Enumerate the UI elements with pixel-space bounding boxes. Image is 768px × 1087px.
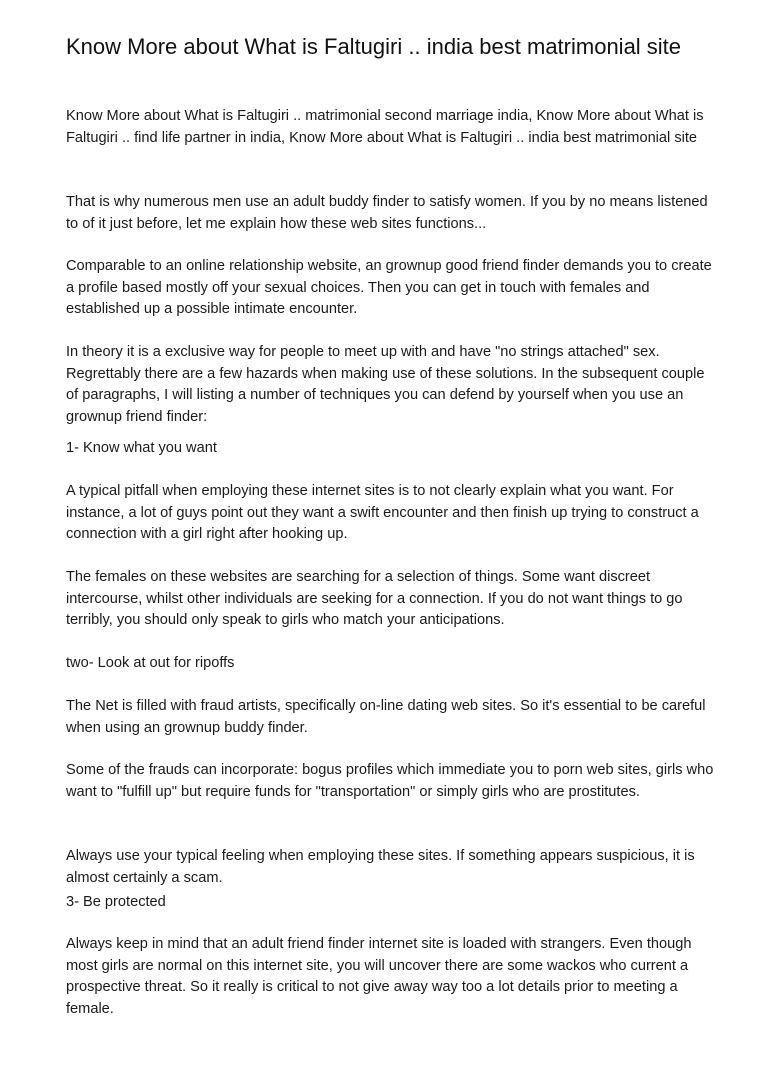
paragraph: Always keep in mind that an adult friend finder internet site is loaded with strangers. Even though most girls are normal on this internet site, you will uncover there are some wackos who current a prospective threat. So it really is critical to not give away way too a lot details prior to meeting a female.: [66, 936, 692, 1017]
paragraph: A typical pitfall when employing these internet sites is to not clearly explain what you want. For instance, a lot of guys point out they want a swift encounter and then finish up trying to construct a connection with a girl right after hooking up.: [66, 483, 699, 542]
section-heading-be-protected: 3- Be protected: [66, 894, 166, 910]
paragraph: That is why numerous men use an adult buddy finder to satisfy women. If you by no means listened to of it just before, let me explain how these web sites functions...: [66, 194, 708, 232]
paragraph: The Net is filled with fraud artists, specifically on-line dating web sites. So it's essential to be careful when using an grownup buddy finder.: [66, 698, 706, 736]
paragraph: The females on these websites are searching for a selection of things. Some want discreet intercourse, whilst other individuals are seeking for a connection. If you do not want things to go terribly, you should only speak to girls who match your anticipations.: [66, 569, 683, 628]
paragraph: Always use your typical feeling when employing these sites. If something appears suspicious, it is almost certainly a scam.: [66, 848, 695, 886]
section-heading-look-out-for-ripoffs: two- Look at out for ripoffs: [66, 655, 235, 671]
page-title: Know More about What is Faltugiri .. india best matrimonial site: [66, 34, 682, 59]
paragraph: Comparable to an online relationship website, an grownup good friend finder demands you to create a profile based mostly off your sexual choices. Then you can get in touch with females and established up a possible intimate encounter.: [66, 258, 712, 317]
intro-paragraph: Know More about What is Faltugiri .. matrimonial second marriage india, Know More about What is Faltugiri .. find life partner in india, Know More about What is Faltugiri .. india best matrimonial site: [66, 108, 704, 146]
paragraph: In theory it is a exclusive way for people to meet up with and have "no strings attached" sex. Regrettably there are a few hazards when making use of these solutions. In the subsequent couple of paragraphs, I will listing a number of techniques you can defend by yourself when you use an grownup friend finder:: [66, 344, 705, 425]
section-heading-know-what-you-want: 1- Know what you want: [66, 440, 217, 456]
paragraph: Some of the frauds can incorporate: bogus profiles which immediate you to porn web sites, girls who want to "fulfill up" but require funds for "transportation" or simply girls who are prostitutes.: [66, 762, 714, 800]
